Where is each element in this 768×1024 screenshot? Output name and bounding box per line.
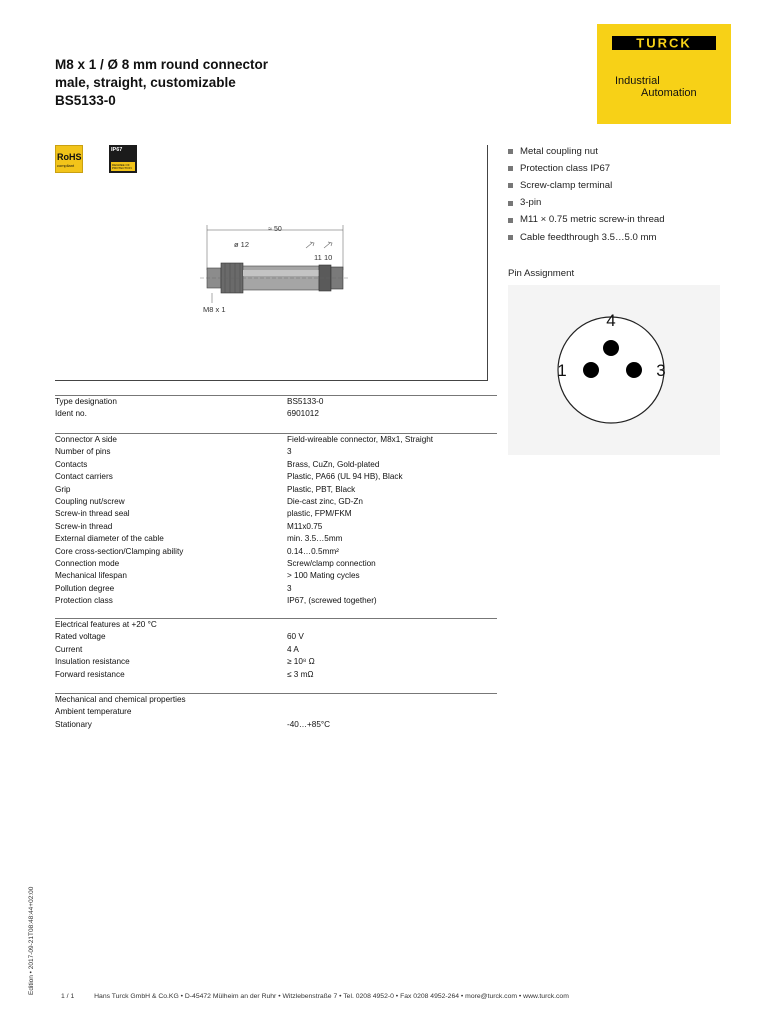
table-row: Connection mode Screw/clamp connection: [55, 558, 376, 568]
connector-face: [558, 317, 664, 423]
spec-group-ident: [55, 396, 324, 421]
feature-item: 3-pin: [508, 195, 665, 212]
pin-label-1: 1: [557, 361, 567, 380]
dim-diameter: ø 12: [234, 240, 250, 249]
table-row: Number of pins 3: [55, 447, 292, 457]
table-row: Grip Plastic, PBT, Black: [55, 484, 356, 494]
pin-4: [603, 340, 619, 356]
rohs-badge-title: RoHS: [57, 152, 82, 162]
feature-item: Protection class IP67: [508, 160, 665, 177]
pin-label-4: 4: [606, 311, 616, 330]
table-row: Connector A side Field-wireable connector, M8x1, Straight: [55, 435, 434, 444]
table-row: External diameter of the cable min. 3.5…5mm: [55, 534, 343, 544]
table-row: Core cross-section/Clamping ability 0.14…0.5mm²: [55, 546, 339, 556]
title-line-1: M8 x 1 / Ø 8 mm round connector: [55, 57, 269, 72]
table-row: Stationary -40…+85°C: [55, 719, 331, 729]
table-row: Mechanical and chemical properties: [55, 695, 186, 704]
logo-text: TURCK: [636, 35, 692, 51]
pin-1: [583, 362, 599, 378]
pin-assignment-diagram: [508, 285, 720, 455]
table-row: Ambient temperature: [55, 707, 132, 717]
table-divider: [55, 395, 497, 396]
drawing-frame-bottom: [55, 380, 488, 381]
feature-item: Screw-clamp terminal: [508, 177, 665, 194]
table-row: Protection class IP67, (screwed together): [55, 596, 377, 606]
spec-group-mechanical: [55, 694, 331, 731]
table-row: Contacts Brass, CuZn, Gold-plated: [55, 459, 380, 469]
feature-item: Cable feedthrough 3.5…5.0 mm: [508, 229, 665, 246]
pin-3: [626, 362, 642, 378]
spec-group-connector: [55, 434, 434, 607]
pin-assignment-label: Pin Assignment: [508, 268, 575, 279]
brand-subtitle-1: Industrial: [615, 75, 660, 87]
table-row: Forward resistance ≤ 3 mΩ: [55, 669, 314, 679]
brand-subtitle-2: Automation: [641, 87, 697, 99]
table-row: Electrical features at +20 °C: [55, 620, 157, 629]
ip67-badge-sub: DEGREE OF PROTECTION: [112, 162, 132, 170]
feature-item: M11 × 0.75 metric screw-in thread: [508, 212, 665, 229]
dim-thread: M8 x 1: [203, 305, 226, 314]
turck-logo: [612, 34, 716, 52]
table-row: Pollution degree 3: [55, 583, 292, 593]
table-row: Coupling nut/screw Die-cast zinc, GD-Zn: [55, 496, 363, 506]
dim-wrench-1: 11: [314, 253, 322, 262]
page-number: 1 / 1: [61, 993, 75, 1000]
table-row: Ident no. 6901012: [55, 409, 319, 419]
table-row: Insulation resistance ≥ 10⁸ Ω: [55, 657, 315, 667]
document-title: [55, 56, 268, 110]
dim-wrench-2: 10: [324, 253, 333, 262]
ip67-badge: [109, 145, 137, 173]
rohs-badge: [55, 145, 83, 173]
dim-length: ≈ 50: [268, 226, 282, 233]
drawing-frame-right: [487, 145, 488, 381]
title-line-3: BS5133-0: [55, 93, 116, 108]
table-row: Screw-in thread seal plastic, FPM/FKM: [55, 509, 352, 519]
table-row: Current 4 A: [55, 644, 299, 654]
table-row: Screw-in thread M11x0.75: [55, 521, 323, 531]
rohs-badge-sub: compliant: [57, 163, 75, 168]
company-address: Hans Turck GmbH & Co.KG • D-45472 Mülheim an der Ruhr • Witzlebenstraße 7 • Tel. 0208 4952-0 • Fax 0208 4952-264 • more@turck.com • www.turck.com: [94, 993, 569, 1000]
pin-label-3: 3: [656, 361, 666, 380]
page-footer: [61, 993, 569, 1000]
table-row: Mechanical lifespan > 100 Mating cycles: [55, 571, 360, 581]
table-row: Contact carriers Plastic, PA66 (UL 94 HB), Black: [55, 472, 403, 482]
title-line-2: male, straight, customizable: [55, 75, 236, 90]
feature-item: Metal coupling nut: [508, 143, 665, 160]
edition-stamp: Edition • 2017-09-21T08:48:44+02:00: [28, 886, 35, 995]
spec-group-electrical: [55, 619, 315, 681]
ip67-badge-title: IP67: [111, 147, 123, 153]
table-row: Type designation BS5133-0: [55, 397, 324, 406]
table-row: Rated voltage 60 V: [55, 632, 304, 642]
connector-drawing: [190, 215, 360, 325]
feature-list: [508, 143, 665, 246]
